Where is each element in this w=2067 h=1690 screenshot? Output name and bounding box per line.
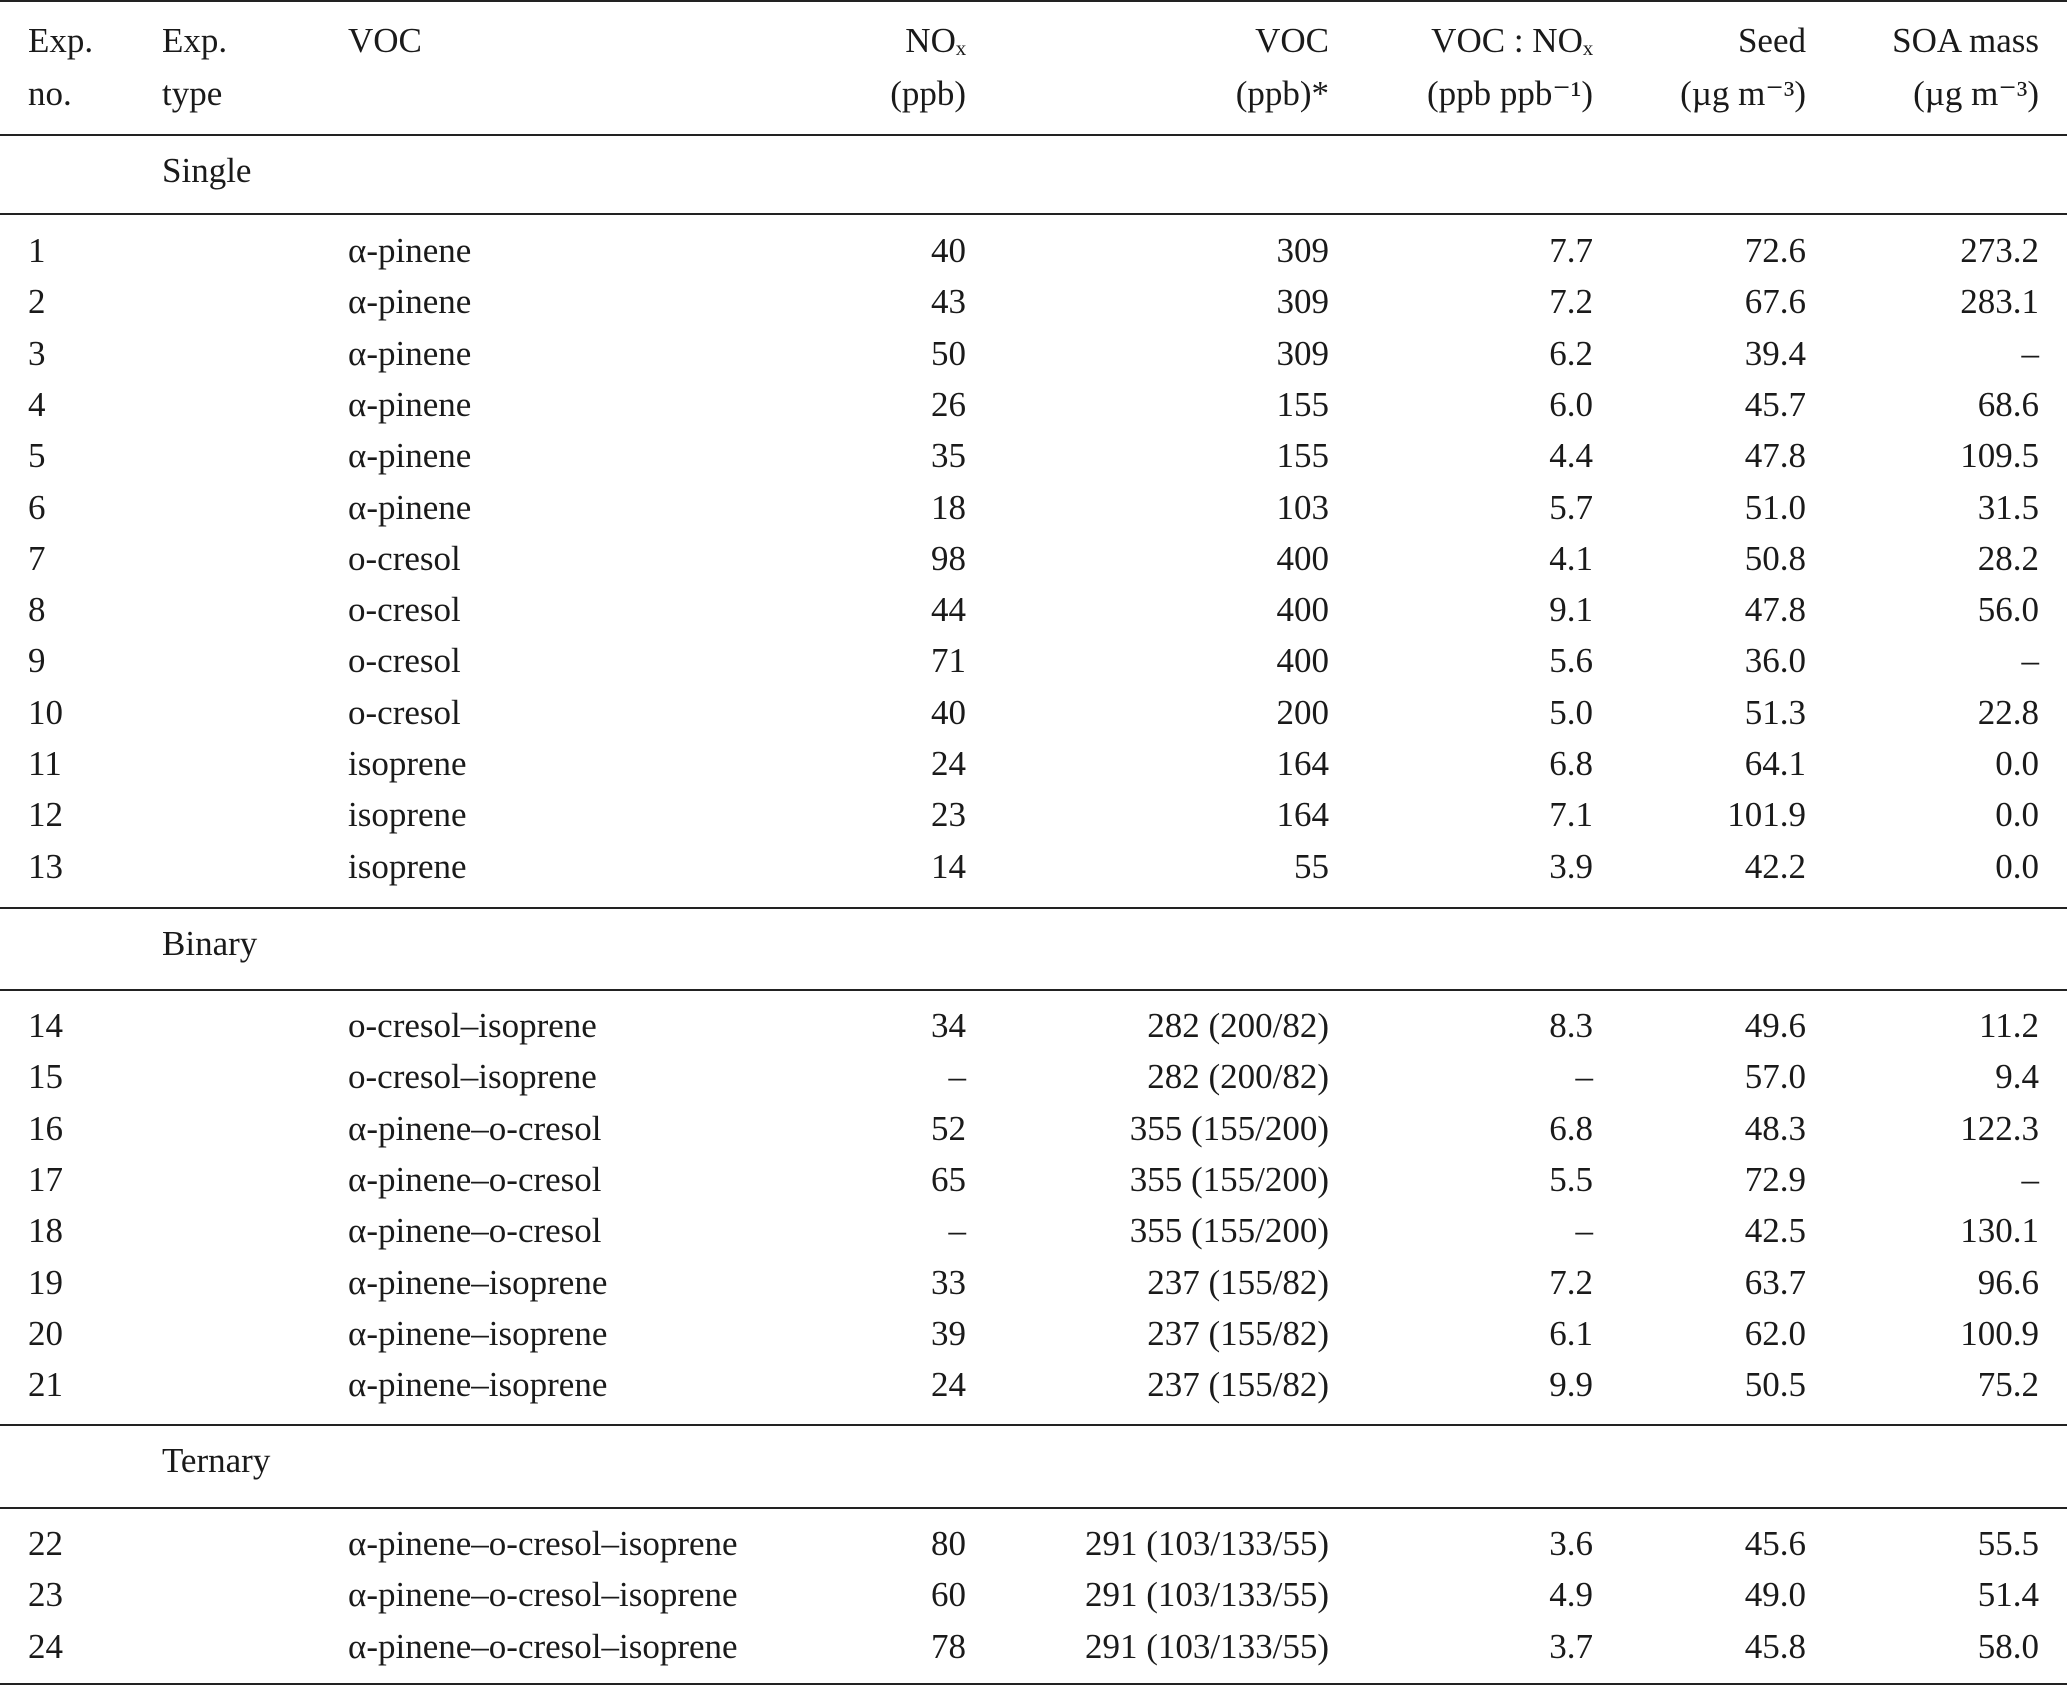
cell-voc-nox-ratio: 7.7 <box>1549 231 1593 270</box>
cell-voc-ppb: 400 <box>1276 590 1329 630</box>
cell-voc: α-pinene <box>348 487 472 527</box>
cell-voc-nox-ratio: 5.5 <box>1549 1159 1593 1199</box>
cell-voc-ppb: 291 (103/133/55) <box>1084 1524 1329 1563</box>
cell-voc: α-pinene <box>348 282 472 322</box>
cell-exp-no: 1 <box>28 231 46 270</box>
cell-voc-ppb: 155 <box>1276 436 1329 476</box>
cell-exp-no: 2 <box>28 282 46 322</box>
cell-voc-nox-ratio: 9.9 <box>1549 1365 1593 1405</box>
cell-voc-nox-ratio: 5.6 <box>1549 641 1593 681</box>
cell-soa-mass: 273.2 <box>1960 231 2039 270</box>
cell-soa-mass: 9.4 <box>1995 1057 2039 1097</box>
cell-nox: 18 <box>931 487 966 527</box>
cell-voc: o-cresol <box>348 590 461 630</box>
cell-exp-no: 13 <box>28 846 63 886</box>
table-row <box>0 430 2067 482</box>
cell-exp-no: 7 <box>28 538 46 578</box>
cell-soa-mass: 283.1 <box>1960 282 2039 322</box>
cell-soa-mass: 96.6 <box>1977 1262 2039 1302</box>
cell-exp-no: 14 <box>28 1006 63 1045</box>
table-row <box>0 738 2067 790</box>
cell-voc-nox-ratio: 3.6 <box>1549 1524 1593 1563</box>
cell-seed: 62.0 <box>1744 1313 1806 1353</box>
cell-voc-ppb: 164 <box>1276 744 1329 783</box>
cell-voc: o-cresol <box>348 692 461 732</box>
cell-voc-nox-ratio: 5.0 <box>1549 692 1593 732</box>
cell-seed: 49.6 <box>1744 1006 1806 1045</box>
cell-voc-nox-ratio: 7.2 <box>1549 1262 1593 1302</box>
table-row <box>0 1000 2067 1052</box>
cell-voc: o-cresol <box>348 538 461 578</box>
cell-voc-ppb: 237 (155/82) <box>1147 1365 1329 1405</box>
section-label: Binary <box>162 924 258 963</box>
cell-voc: α-pinene–o-cresol–isoprene <box>348 1626 738 1666</box>
cell-voc-nox-ratio: 3.7 <box>1549 1626 1593 1666</box>
cell-exp-no: 19 <box>28 1262 63 1302</box>
cell-voc: α-pinene <box>348 436 472 476</box>
cell-seed: 72.9 <box>1744 1159 1806 1199</box>
cell-seed: 45.7 <box>1744 384 1806 424</box>
header-exp-no: Exp. no. <box>28 21 94 113</box>
cell-voc-nox-ratio: 6.1 <box>1549 1313 1593 1353</box>
header-voc: VOC <box>348 21 422 60</box>
cell-voc-ppb: 400 <box>1276 538 1329 578</box>
cell-exp-no: 4 <box>28 384 46 424</box>
cell-soa-mass: 75.2 <box>1977 1365 2039 1405</box>
table-row <box>0 687 2067 739</box>
cell-nox: – <box>948 1211 966 1251</box>
cell-voc-ppb: 355 (155/200) <box>1129 1211 1329 1251</box>
cell-voc-ppb: 309 <box>1276 282 1329 322</box>
cell-voc-nox-ratio: 7.2 <box>1549 282 1593 322</box>
cell-seed: 42.2 <box>1744 846 1806 886</box>
cell-voc-ppb: 291 (103/133/55) <box>1084 1575 1329 1615</box>
cell-voc-ppb: 237 (155/82) <box>1147 1313 1329 1353</box>
cell-voc: isoprene <box>348 795 467 835</box>
section-end-rule <box>0 907 2067 909</box>
cell-nox: 40 <box>931 692 966 732</box>
cell-nox: 78 <box>931 1626 966 1666</box>
cell-exp-no: 9 <box>28 641 46 681</box>
cell-voc-ppb: 282 (200/82) <box>1147 1006 1329 1045</box>
cell-voc-nox-ratio: 4.9 <box>1549 1575 1593 1615</box>
cell-nox: 23 <box>931 795 966 835</box>
section-end-rule <box>0 1424 2067 1426</box>
cell-voc-ppb: 291 (103/133/55) <box>1084 1626 1329 1666</box>
cell-seed: 39.4 <box>1744 333 1806 373</box>
cell-voc-ppb: 155 <box>1276 384 1329 424</box>
cell-nox: 34 <box>931 1006 966 1045</box>
cell-soa-mass: 56.0 <box>1977 590 2039 630</box>
cell-nox: 35 <box>931 436 966 476</box>
section-end-rule <box>0 1683 2067 1685</box>
table-row <box>0 1308 2067 1360</box>
section-rule <box>0 989 2067 991</box>
cell-soa-mass: 55.5 <box>1977 1524 2039 1563</box>
cell-nox: 60 <box>931 1575 966 1615</box>
cell-exp-no: 18 <box>28 1211 63 1251</box>
cell-voc-ppb: 103 <box>1276 487 1329 527</box>
table-row <box>0 533 2067 585</box>
section-label: Single <box>162 151 252 190</box>
cell-voc-nox-ratio: 8.3 <box>1549 1006 1593 1045</box>
cell-exp-no: 12 <box>28 795 63 835</box>
cell-voc-nox-ratio: 4.1 <box>1549 538 1593 578</box>
cell-exp-no: 22 <box>28 1524 63 1563</box>
cell-voc-ppb: 164 <box>1276 795 1329 835</box>
header-rule <box>0 134 2067 136</box>
cell-soa-mass: – <box>2021 641 2039 681</box>
cell-voc: o-cresol <box>348 641 461 681</box>
cell-voc-nox-ratio: 6.8 <box>1549 1108 1593 1148</box>
cell-voc-nox-ratio: 6.0 <box>1549 384 1593 424</box>
cell-exp-no: 24 <box>28 1626 63 1666</box>
cell-seed: 45.8 <box>1744 1626 1806 1666</box>
cell-soa-mass: 31.5 <box>1977 487 2039 527</box>
cell-seed: 47.8 <box>1744 436 1806 476</box>
cell-nox: 24 <box>931 744 966 783</box>
cell-exp-no: 16 <box>28 1108 63 1148</box>
cell-voc: o-cresol–isoprene <box>348 1006 597 1045</box>
cell-nox: 24 <box>931 1365 966 1405</box>
cell-voc-nox-ratio: – <box>1575 1057 1593 1097</box>
cell-voc-ppb: 355 (155/200) <box>1129 1108 1329 1148</box>
cell-nox: 50 <box>931 333 966 373</box>
cell-seed: 51.3 <box>1744 692 1806 732</box>
header-soa-mass: SOA mass (µg m⁻³) <box>1892 21 2039 113</box>
cell-soa-mass: 0.0 <box>1995 795 2039 835</box>
cell-seed: 49.0 <box>1744 1575 1806 1615</box>
table-top-rule <box>0 0 2067 2</box>
table-row <box>0 1518 2067 1570</box>
cell-voc-ppb: 55 <box>1294 846 1329 886</box>
table-row <box>0 379 2067 431</box>
table-row <box>0 1154 2067 1206</box>
cell-exp-no: 20 <box>28 1313 63 1353</box>
cell-seed: 50.8 <box>1744 538 1806 578</box>
header-seed: Seed (µg m⁻³) <box>1680 21 1806 113</box>
cell-voc-ppb: 309 <box>1276 231 1329 270</box>
table-row <box>0 482 2067 534</box>
cell-soa-mass: 0.0 <box>1995 846 2039 886</box>
table-row <box>0 1051 2067 1103</box>
cell-voc: α-pinene–o-cresol–isoprene <box>348 1575 738 1615</box>
cell-voc-nox-ratio: 9.1 <box>1549 590 1593 630</box>
cell-voc: isoprene <box>348 846 467 886</box>
cell-voc: α-pinene–isoprene <box>348 1313 608 1353</box>
cell-voc: α-pinene–o-cresol <box>348 1108 602 1148</box>
cell-seed: 48.3 <box>1744 1108 1806 1148</box>
table-row <box>0 1257 2067 1309</box>
cell-seed: 36.0 <box>1744 641 1806 681</box>
cell-exp-no: 15 <box>28 1057 63 1097</box>
cell-nox: 98 <box>931 538 966 578</box>
header-voc-nox-ratio: VOC : NOₓ (ppb ppb⁻¹) <box>1426 21 1593 113</box>
cell-soa-mass: 51.4 <box>1977 1575 2039 1615</box>
cell-soa-mass: 58.0 <box>1977 1626 2039 1666</box>
cell-soa-mass: 100.9 <box>1960 1313 2039 1353</box>
header-voc-ppb: VOC (ppb)* <box>1235 21 1329 113</box>
cell-exp-no: 11 <box>28 744 62 783</box>
cell-voc: α-pinene <box>348 231 472 270</box>
cell-voc: α-pinene–o-cresol–isoprene <box>348 1524 738 1563</box>
cell-nox: 65 <box>931 1159 966 1199</box>
table-row <box>0 1621 2067 1673</box>
cell-soa-mass: 122.3 <box>1960 1108 2039 1148</box>
cell-nox: 40 <box>931 231 966 270</box>
cell-seed: 51.0 <box>1744 487 1806 527</box>
cell-seed: 64.1 <box>1744 744 1806 783</box>
cell-seed: 72.6 <box>1744 231 1806 270</box>
cell-voc-nox-ratio: 3.9 <box>1549 846 1593 886</box>
cell-nox: 14 <box>931 846 966 886</box>
cell-nox: 52 <box>931 1108 966 1148</box>
cell-nox: 33 <box>931 1262 966 1302</box>
cell-exp-no: 10 <box>28 692 63 732</box>
table-row <box>0 1205 2067 1257</box>
cell-exp-no: 6 <box>28 487 46 527</box>
cell-exp-no: 8 <box>28 590 46 630</box>
section-rule <box>0 1507 2067 1509</box>
table-row <box>0 1569 2067 1621</box>
cell-seed: 50.5 <box>1744 1365 1806 1405</box>
cell-voc: α-pinene–o-cresol <box>348 1211 602 1251</box>
cell-voc-ppb: 355 (155/200) <box>1129 1159 1329 1199</box>
cell-voc: α-pinene <box>348 333 472 373</box>
cell-voc: isoprene <box>348 744 467 783</box>
cell-voc-ppb: 200 <box>1276 692 1329 732</box>
cell-voc-nox-ratio: 4.4 <box>1549 436 1593 476</box>
cell-soa-mass: 28.2 <box>1977 538 2039 578</box>
header-exp-type: Exp. type <box>162 21 228 113</box>
cell-voc-nox-ratio: 7.1 <box>1549 795 1593 835</box>
table-row <box>0 635 2067 687</box>
cell-seed: 45.6 <box>1744 1524 1806 1563</box>
cell-soa-mass: 22.8 <box>1977 692 2039 732</box>
cell-voc: α-pinene <box>348 384 472 424</box>
cell-exp-no: 3 <box>28 333 46 373</box>
cell-seed: 57.0 <box>1744 1057 1806 1097</box>
cell-nox: 26 <box>931 384 966 424</box>
cell-voc-ppb: 400 <box>1276 641 1329 681</box>
cell-soa-mass: 109.5 <box>1960 436 2039 476</box>
cell-nox: 43 <box>931 282 966 322</box>
cell-voc: α-pinene–isoprene <box>348 1262 608 1302</box>
cell-seed: 67.6 <box>1744 282 1806 322</box>
cell-nox: – <box>948 1057 966 1097</box>
cell-nox: 71 <box>931 641 966 681</box>
cell-seed: 42.5 <box>1744 1211 1806 1251</box>
cell-voc-nox-ratio: 6.2 <box>1549 333 1593 373</box>
cell-soa-mass: – <box>2021 333 2039 373</box>
cell-soa-mass: – <box>2021 1159 2039 1199</box>
cell-voc-nox-ratio: – <box>1575 1211 1593 1251</box>
cell-nox: 44 <box>931 590 966 630</box>
cell-voc-ppb: 282 (200/82) <box>1147 1057 1329 1097</box>
cell-soa-mass: 130.1 <box>1960 1211 2039 1251</box>
cell-seed: 63.7 <box>1744 1262 1806 1302</box>
cell-exp-no: 17 <box>28 1159 63 1199</box>
cell-voc-ppb: 237 (155/82) <box>1147 1262 1329 1302</box>
cell-exp-no: 5 <box>28 436 46 476</box>
cell-voc: α-pinene–o-cresol <box>348 1159 602 1199</box>
cell-seed: 47.8 <box>1744 590 1806 630</box>
table-row <box>0 841 2067 893</box>
cell-nox: 80 <box>931 1524 966 1563</box>
table-row <box>0 584 2067 636</box>
table-row <box>0 789 2067 841</box>
section-label: Ternary <box>162 1441 271 1480</box>
section-rule <box>0 213 2067 215</box>
cell-soa-mass: 68.6 <box>1977 384 2039 424</box>
table-row <box>0 328 2067 380</box>
cell-nox: 39 <box>931 1313 966 1353</box>
table-row <box>0 1103 2067 1155</box>
table-row <box>0 276 2067 328</box>
cell-voc: α-pinene–isoprene <box>348 1365 608 1405</box>
cell-exp-no: 23 <box>28 1575 63 1615</box>
cell-soa-mass: 11.2 <box>1979 1006 2039 1045</box>
table-row <box>0 225 2067 277</box>
cell-voc-ppb: 309 <box>1276 333 1329 373</box>
cell-seed: 101.9 <box>1727 795 1806 835</box>
cell-soa-mass: 0.0 <box>1995 744 2039 783</box>
cell-exp-no: 21 <box>28 1365 63 1405</box>
cell-voc-nox-ratio: 6.8 <box>1549 744 1593 783</box>
table-row <box>0 1359 2067 1411</box>
header-nox: NOₓ (ppb) <box>890 21 966 113</box>
cell-voc-nox-ratio: 5.7 <box>1549 487 1593 527</box>
cell-voc: o-cresol–isoprene <box>348 1057 597 1097</box>
